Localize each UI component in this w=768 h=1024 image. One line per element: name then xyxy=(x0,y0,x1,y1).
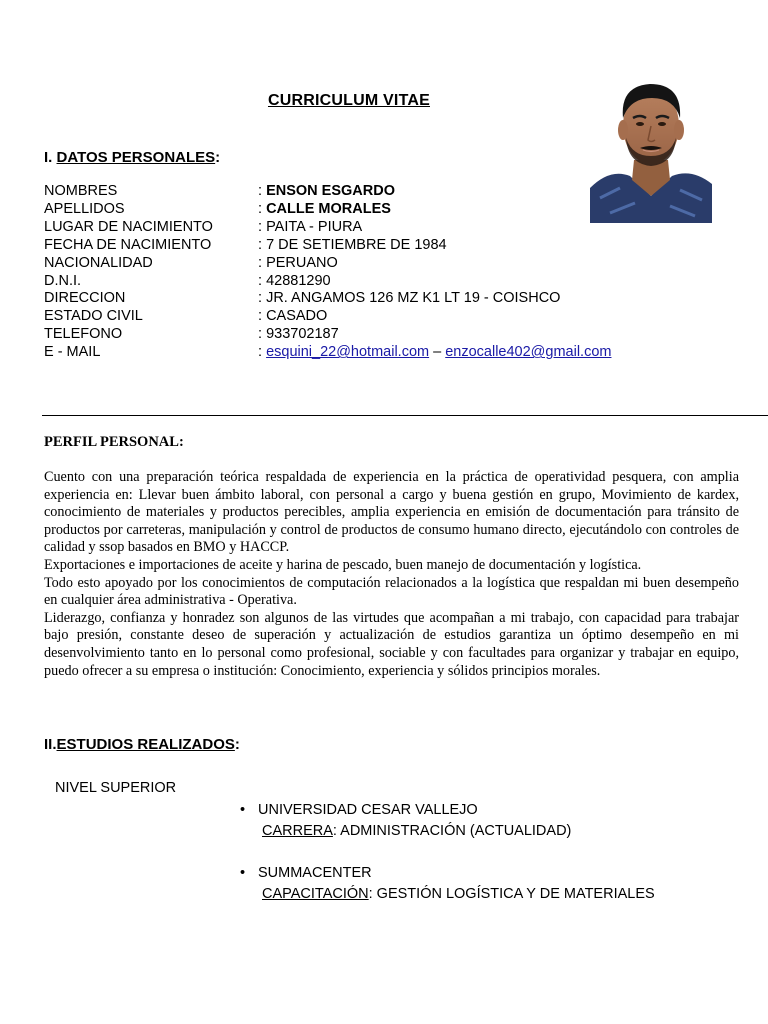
value-prefix: : xyxy=(258,183,267,199)
education-item xyxy=(240,800,571,842)
row-email xyxy=(44,344,611,362)
detail-value: : GESTIÓN LOGÍSTICA Y DE MATERIALES xyxy=(368,886,655,902)
value-prefix: : xyxy=(258,254,267,271)
section-title: DATOS PERSONALES xyxy=(56,149,216,166)
value-apellidos: CALLE MORALES xyxy=(266,200,391,217)
label-telefono: TELEFONO xyxy=(44,326,123,343)
value-prefix: : xyxy=(258,290,267,307)
label-nacionalidad: NACIONALIDAD xyxy=(44,254,153,271)
label-lugar-nacimiento: LUGAR DE NACIMIENTO xyxy=(44,218,213,235)
perfil-personal-heading: PERFIL PERSONAL: xyxy=(44,434,184,450)
value-prefix: : xyxy=(258,200,267,217)
horizontal-divider xyxy=(42,415,768,416)
detail-label: CARRERA xyxy=(262,823,333,839)
perfil-paragraph: Liderazgo, confianza y honradez son algunos de las virtudes que acompañan a mi trabajo, con capacidad para trabajar bajo presión, constante deseo de superación y actualización de estudios garantiza un óptimo desempeño en mi desenvolvimiento tanto en lo personal como profesional, sociable y con facultades para organizar y trabajar en equipo, puedo ofrecer a su empresa o institución: Conocimiento, experiencia y sólidos principios morales. xyxy=(44,609,739,679)
value-prefix: : xyxy=(258,236,267,253)
section-colon: : xyxy=(234,736,240,753)
label-estado-civil: ESTADO CIVIL xyxy=(44,308,143,325)
email-separator: – xyxy=(429,344,446,361)
institution-name: UNIVERSIDAD CESAR VALLEJO xyxy=(258,802,478,818)
value-nombres: ENSON ESGARDO xyxy=(266,183,395,199)
row-nombres xyxy=(44,183,611,201)
perfil-paragraph: Exportaciones e importaciones de aceite y harina de pescado, buen manejo de documentación y logística. xyxy=(44,556,642,573)
value-lugar-nacimiento: PAITA - PIURA xyxy=(266,218,363,235)
detail-value: : ADMINISTRACIÓN (ACTUALIDAD) xyxy=(332,823,572,839)
nivel-superior-label: NIVEL SUPERIOR xyxy=(55,780,177,796)
value-prefix: : xyxy=(258,272,267,289)
section-number: II. xyxy=(44,736,57,753)
row-estado-civil xyxy=(44,308,611,326)
perfil-paragraph: Cuento con una preparación teórica respaldada de experiencia en la práctica de operatividad pesquera, con amplia experiencia en: Llevar buen ámbito laboral, con personal a cargo y buena gestión en grupo, Movimiento de kardex, conocimiento de materiales y productos perecibles, amplia experiencia en emisión de documentación para tránsito de productos por carreteras, manipulación y control de productos de consumo humano directo, ejecutándolo con controles de calidad y ssop basados en BMO y HACCP. xyxy=(44,469,739,556)
value-nacionalidad: PERUANO xyxy=(266,254,338,271)
value-dni: 42881290 xyxy=(266,272,331,289)
bullet-icon: • xyxy=(240,802,246,818)
education-item xyxy=(240,863,655,905)
row-dni xyxy=(44,273,611,291)
bullet-icon: • xyxy=(240,865,246,881)
label-apellidos: APELLIDOS xyxy=(44,200,125,217)
value-fecha-nacimiento: 7 DE SETIEMBRE DE 1984 xyxy=(266,236,447,253)
section-title: ESTUDIOS REALIZADOS xyxy=(56,736,235,753)
row-direccion xyxy=(44,290,611,308)
value-telefono: 933702187 xyxy=(266,326,339,343)
row-telefono xyxy=(44,326,611,344)
personal-data-table xyxy=(44,183,611,362)
label-fecha-nacimiento: FECHA DE NACIMIENTO xyxy=(44,236,212,253)
row-nacionalidad xyxy=(44,255,611,273)
value-prefix: : xyxy=(258,326,267,343)
section-datos-personales-heading xyxy=(44,149,220,166)
education-detail xyxy=(262,821,571,842)
label-email: E - MAIL xyxy=(44,344,101,361)
institution-name: SUMMACENTER xyxy=(258,865,372,881)
document-title: CURRICULUM VITAE xyxy=(267,92,430,109)
email-link-hotmail[interactable]: esquini_22@hotmail.com xyxy=(266,344,430,361)
section-colon: : xyxy=(215,149,221,166)
row-fecha-nacimiento xyxy=(44,237,611,255)
row-apellidos xyxy=(44,201,611,219)
detail-label: CAPACITACIÓN xyxy=(262,886,369,902)
label-dni: D.N.I. xyxy=(44,272,82,289)
section-number: I. xyxy=(44,149,57,166)
value-prefix: : xyxy=(258,218,267,235)
row-lugar-nacimiento xyxy=(44,219,611,237)
label-direccion: DIRECCION xyxy=(44,290,126,307)
value-prefix: : xyxy=(258,308,267,325)
value-prefix: : xyxy=(258,344,267,361)
section-estudios-heading xyxy=(44,736,240,753)
value-estado-civil: CASADO xyxy=(266,308,328,325)
label-nombres: NOMBRES xyxy=(44,183,118,199)
value-direccion: JR. ANGAMOS 126 MZ K1 LT 19 - COISHCO xyxy=(266,290,561,307)
perfil-paragraph: Todo esto apoyado por los conocimientos de computación relacionados a la logística que respaldan mi buen desempeño en cualquier área administrativa - Operativa. xyxy=(44,574,739,609)
email-link-gmail[interactable]: enzocalle402@gmail.com xyxy=(445,344,612,361)
perfil-personal-body xyxy=(44,469,739,680)
education-detail xyxy=(262,884,655,905)
